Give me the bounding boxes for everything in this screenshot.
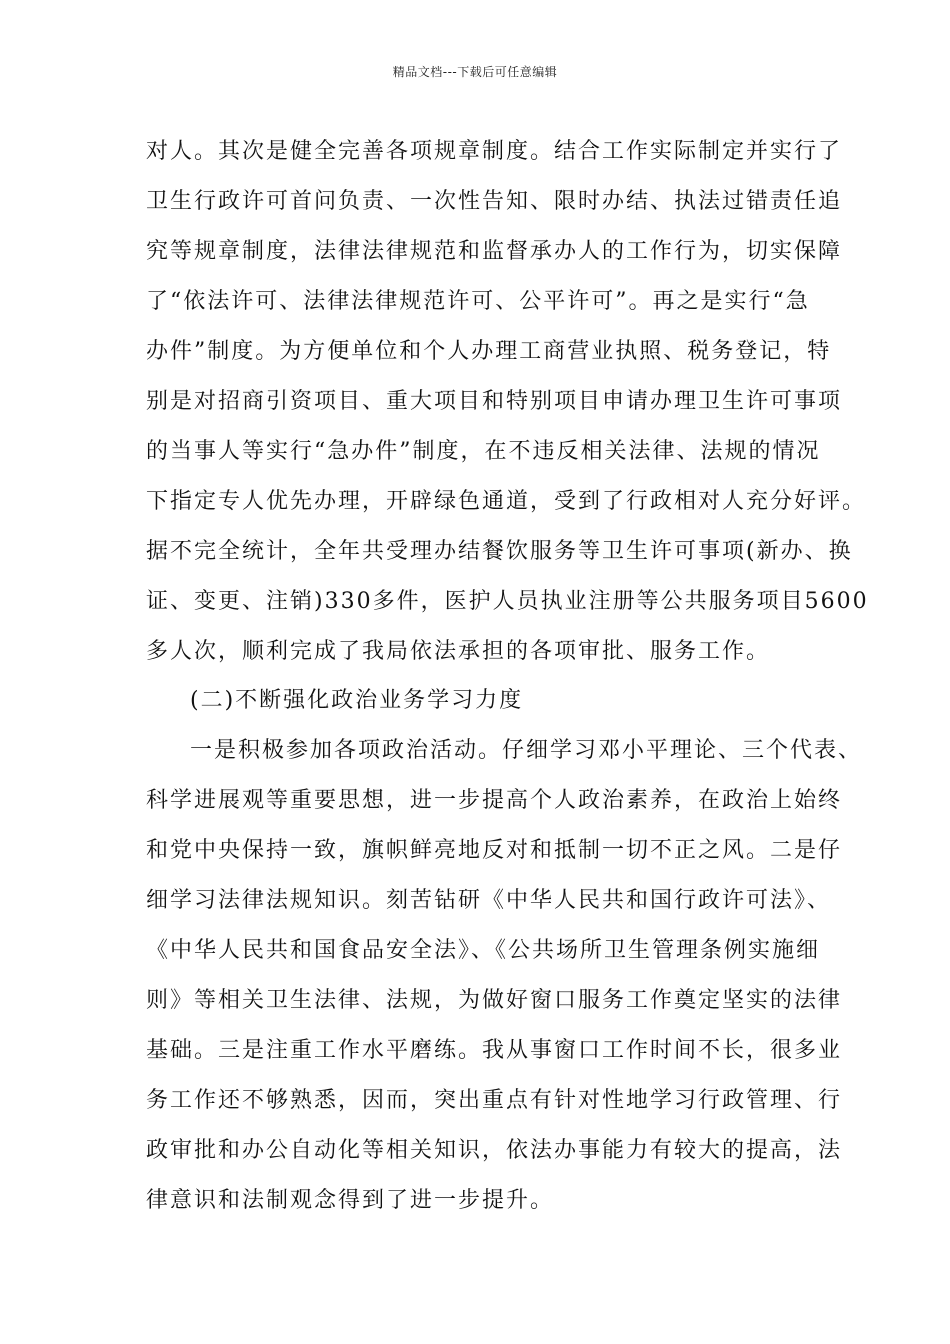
body-line: 下指定专人优先办理，开辟绿色通道，受到了行政相对人充分好评。 bbox=[146, 489, 867, 514]
body-line: 一是积极参加各项政治活动。仔细学习邓小平理论、三个代表、 bbox=[190, 738, 863, 763]
body-line: 办件”制度。为方便单位和个人办理工商营业执照、税务登记，特 bbox=[146, 339, 832, 364]
body-line: 则》等相关卫生法律、法规，为做好窗口服务工作奠定坚实的法律 bbox=[146, 988, 843, 1013]
body-line: 究等规章制度，法律法律规范和监督承办人的工作行为，切实保障 bbox=[146, 239, 843, 264]
page-header: 精品文档---下载后可任意编辑 bbox=[392, 65, 558, 79]
body-line: 基础。三是注重工作水平磨练。我从事窗口工作时间不长，很多业 bbox=[146, 1038, 843, 1063]
body-line: 的当事人等实行“急办件”制度，在不违反相关法律、法规的情况 bbox=[146, 439, 821, 464]
body-line: 律意识和法制观念得到了进一步提升。 bbox=[146, 1188, 555, 1213]
body-line: 《中华人民共和国食品安全法》、《公共场所卫生管理条例实施细 bbox=[146, 938, 821, 963]
section-heading: (二)不断强化政治业务学习力度 bbox=[190, 688, 524, 713]
body-line: 政审批和办公自动化等相关知识，依法办事能力有较大的提高，法 bbox=[146, 1138, 843, 1163]
body-line: 别是对招商引资项目、重大项目和特别项目申请办理卫生许可事项 bbox=[146, 389, 843, 414]
body-line: 据不完全统计，全年共受理办结餐饮服务等卫生许可事项(新办、换 bbox=[146, 539, 853, 564]
body-line: 和党中央保持一致，旗帜鲜亮地反对和抵制一切不正之风。二是仔 bbox=[146, 838, 843, 863]
body-line: 务工作还不够熟悉，因而，突出重点有针对性地学习行政管理、行 bbox=[146, 1088, 843, 1113]
body-line: 科学进展观等重要思想，进一步提高个人政治素养，在政治上始终 bbox=[146, 788, 843, 813]
body-line: 对人。其次是健全完善各项规章制度。结合工作实际制定并实行了 bbox=[146, 139, 843, 164]
body-line: 卫生行政许可首问负责、一次性告知、限时办结、执法过错责任追 bbox=[146, 189, 843, 214]
body-line: 了“依法许可、法律法律规范许可、公平许可”。再之是实行“急 bbox=[146, 289, 810, 314]
body-line: 证、变更、注销)330多件，医护人员执业注册等公共服务项目5600 bbox=[146, 589, 869, 614]
body-line: 细学习法律法规知识。刻苦钻研《中华人民共和国行政许可法》、 bbox=[146, 888, 832, 913]
body-line: 多人次，顺利完成了我局依法承担的各项审批、服务工作。 bbox=[146, 639, 771, 664]
